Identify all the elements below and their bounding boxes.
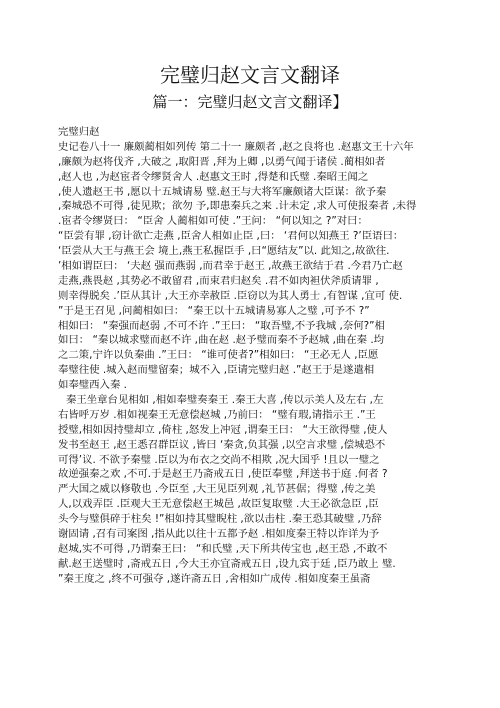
- text-line: 人,以戏弄臣 .臣观大王无意偿赵王城邑 ,故臣复取璧 .大王必欲急臣 ,臣: [58, 498, 379, 511]
- text-line: 头今与璧俱碎于柱矣 !”相如持其璧睨柱 ,欲以击柱 .秦王恐其破璧 ,乃辞: [58, 513, 382, 526]
- text-line: ,廉颇为赵将伐齐 ,大破之 ,取阳晋 ,拜为上卿 ,以勇气闻于诸侯 .蔺相如者: [58, 155, 386, 168]
- text-line: ”秦王度之 ,终不可强夺 ,遂许斋五日 ,舍相如广成传 .相如度秦王虽斋: [58, 572, 371, 585]
- text-line: ”于是王召见 ,问蔺相如曰： “秦王以十五城请易寡人之璧 ,可予不 ?”: [58, 304, 370, 317]
- text-line: 奉璧往使 .城入赵而璧留秦；城不入 ,臣请完璧归赵 .”赵王于是遂遣相: [58, 364, 375, 377]
- text-line: 授璧,相如因持璧却立 ,倚柱 ,怒发上冲冠 ,谓秦王曰： “大王欲得璧 ,使人: [58, 423, 388, 436]
- text-line: 如奉璧西入秦 .: [58, 379, 127, 392]
- text-line: 谢固请 ,召有司案图 ,指从此以往十五都予赵 .相如度秦王特以诈详为予: [58, 528, 380, 541]
- text-line: .宦者令缪贤曰： “臣舍 人蔺相如可使 .”王问： “何以知之 ?”对曰：: [58, 215, 368, 228]
- text-line: 赵城,实不可得 ,乃谓秦王曰： “和氏璧 ,天下所共传宝也 ,赵王恐 ,不敢不: [58, 542, 388, 555]
- text-line: ,赵人也 ,为赵宦者令缪贤舍人 .赵惠文王时 ,得楚和氏璧 .秦昭王闻之: [58, 170, 369, 183]
- text-line: 秦王坐章台见相如 ,相如奉璧奏秦王 .秦王大喜 ,传以示美人及左右 ,左: [66, 394, 384, 407]
- text-line: ’相如谓臣曰： ‘夫赵 强而燕弱 ,而君幸于赵王 ,故燕王欲结于君 .今君乃亡赵: [58, 260, 403, 273]
- text-line: 可得’议. 不欲予秦璧 .臣以为布衣之交尚不相欺 ,况大国乎 !且以一璧之: [58, 453, 380, 466]
- section-heading: 完璧归赵: [58, 126, 100, 138]
- text-line: “臣尝有罪 ,窃计欲亡走燕 ,臣舍人相如止臣 ,曰： ‘君何以知燕王 ?’臣语曰：: [58, 230, 404, 243]
- text-line: ,秦城恐不可得 ,徒见欺；欲勿 予,即患秦兵之来 .计未定 ,求人可使报秦者 ,未得: [58, 200, 417, 213]
- text-line: 如曰： “秦以城求璧而赵不许 ,曲在赵 .赵予璧而秦不予赵城 ,曲在秦 .均: [58, 334, 385, 347]
- text-line: 发书至赵王 ,赵王悉召群臣议 ,皆曰 ‘秦贪,负其强 ,以空言求璧 ,偿城恐不: [58, 438, 386, 451]
- text-line: 之二策,宁许以负秦曲 .”王曰： “谁可使者?”相如曰： “王必无人 ,臣愿: [58, 349, 379, 362]
- text-line: 走燕,燕畏赵 ,其势必不敢留君 ,而束君归赵矣 .君不如肉袒伏斧质请罪 ,: [58, 274, 379, 287]
- text-line: 严大国之威以修敬也 .今臣至 ,大王见臣列观 ,礼节甚倨；得璧 ,传之美: [58, 483, 376, 496]
- text-line: 故逆强秦之欢 ,不可.于是赵王乃斋戒五日 ,使臣奉璧 ,拜送书于庭 .何者 ?: [58, 468, 388, 481]
- text-line: 则幸得脱矣 .’臣从其计 ,大王亦幸赦臣 .臣窃以为其人勇士 ,有智谋 ,宜可 使.: [58, 289, 403, 302]
- document-body: [58, 125, 472, 587]
- text-line: 史记卷八十一 廉颇蔺相如列传 第二十一 廉颇者 ,赵之良将也 .赵惠文王十六年: [58, 140, 414, 153]
- text-line: 相如曰： “秦强而赵弱 ,不可不许 .”王曰： “取吾璧,不予我城 ,奈何?”相: [58, 319, 385, 332]
- text-line: ,使人遗赵王书 ,愿以十五城请易 璧.赵王与大将军廉颇诸大臣谋：欲予秦: [58, 185, 387, 198]
- text-line: 右皆呼万岁 .相如视秦王无意偿赵城 ,乃前曰： “璧有瑕,请指示王 .”王: [58, 408, 376, 421]
- text-line: ‘臣尝从大王与燕王会 境上,燕王私握臣手 ,曰“愿结友”以. 此知之,故欲往.: [58, 245, 390, 258]
- text-line: 献.赵王送璧时 ,斋戒五日 ,今大王亦宜斋戒五日 ,设九宾于廷 ,臣乃敢上 璧.: [58, 557, 396, 570]
- document-title: 完璧归赵文言文翻译: [160, 63, 340, 87]
- document-subtitle: 篇一：完璧归赵文言文翻译】: [152, 93, 348, 111]
